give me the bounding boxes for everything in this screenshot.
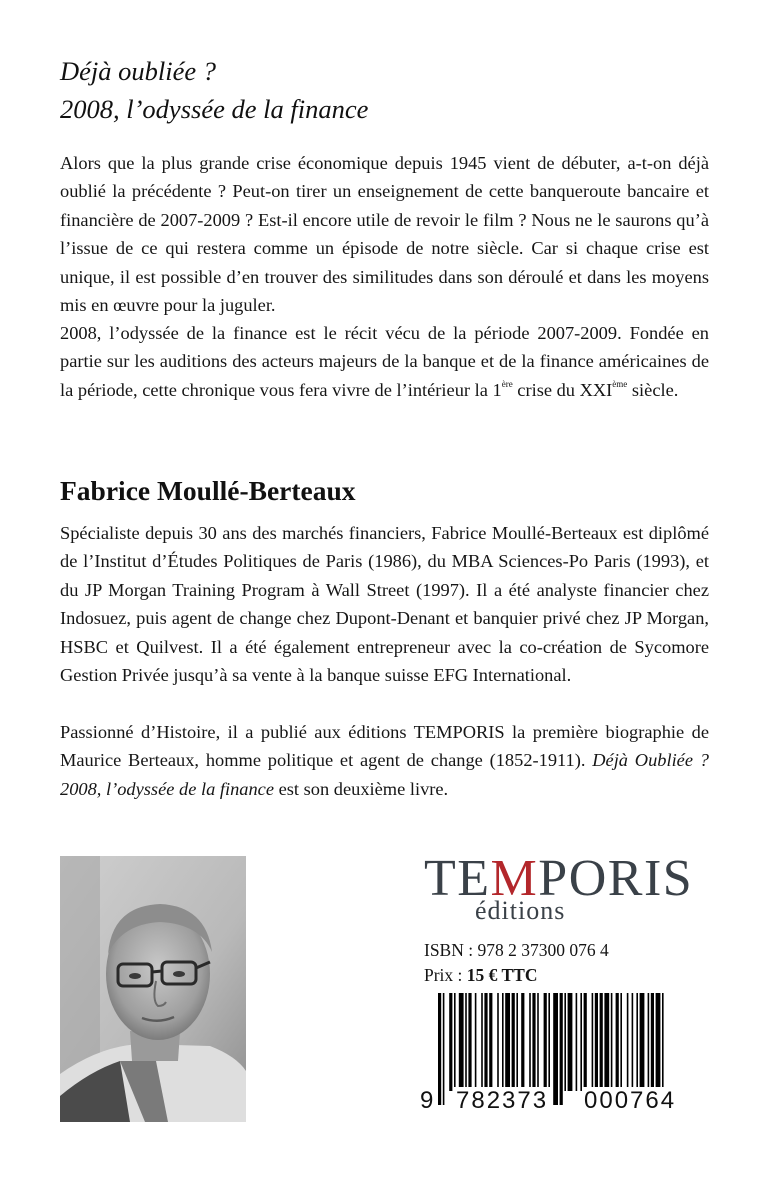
- barcode-bar: [611, 993, 613, 1091]
- barcode-bar: [532, 993, 535, 1091]
- barcode-bar: [648, 993, 650, 1091]
- logo-text-m: M: [490, 850, 539, 907]
- barcode-bar: [484, 993, 487, 1091]
- barcode-bar: [627, 993, 629, 1091]
- barcode-bar: [497, 993, 499, 1091]
- barcode-digits: [418, 1087, 714, 1117]
- barcode-bar: [584, 993, 587, 1091]
- barcode-bar: [656, 993, 661, 1091]
- barcode-digit-group-2: 000764: [584, 1087, 677, 1114]
- barcode-bar: [475, 993, 477, 1091]
- barcode-bar: [502, 993, 504, 1091]
- barcode-bar: [568, 993, 573, 1091]
- barcode-bar: [651, 993, 654, 1091]
- author-portrait-image: [60, 856, 246, 1122]
- barcode-bar: [468, 993, 471, 1091]
- barcode-bar: [521, 993, 524, 1091]
- publisher-subtitle: éditions: [475, 896, 566, 925]
- logo-text-right: PORIS: [538, 850, 694, 907]
- barcode-bar: [544, 993, 547, 1091]
- summary-p2-text: 2008, l’odyssée de la finance est le récit vécu de la période 2007-2009. Fondée en partie sur les auditions des acteurs majeurs de la banque et de la finance américaines de la période, cette chronique vous fera vivre de l’intérieur la 1: [60, 323, 709, 400]
- barcode-bar: [537, 993, 539, 1091]
- book-title: [60, 52, 368, 128]
- barcode-bar: [580, 993, 582, 1091]
- barcode-bar: [516, 993, 518, 1091]
- bio2-end: est son deuxième livre.: [274, 778, 449, 799]
- barcode-bar: [636, 993, 638, 1091]
- barcode-bar: [604, 993, 609, 1091]
- barcode-bar: [632, 993, 634, 1091]
- barcode-bar: [616, 993, 619, 1091]
- author-bio-paragraph-2: [60, 718, 709, 803]
- isbn-text: ISBN : 978 2 37300 076 4: [424, 940, 609, 960]
- barcode-bar: [548, 993, 550, 1091]
- price-text: [424, 965, 537, 986]
- superscript-eme: ème: [612, 378, 628, 389]
- summary-paragraph-2: [60, 319, 709, 404]
- summary-p2-mid: crise du XXI: [512, 379, 613, 400]
- summary-paragraph-1: Alors que la plus grande crise économique depuis 1945 vient de débuter, a-t-on déjà oublié la précédente ? Peut-on tirer un enseignement de cette banqueroute bancaire et financière de 2007-2009 ? Est-il encore utile de revoir le film ? Nous ne le saurons qu’à l’issue de ce qui restera comme un épisode de notre siècle. Car si chaque crise est unique, il est possible d’en trouver des similitudes dans son déroulé et dans les moyens mis en œuvre pour la juguler.: [60, 153, 709, 316]
- barcode-bar: [481, 993, 483, 1091]
- book-title-line-1: Déjà oubliée ?: [60, 56, 217, 86]
- superscript-ere: ère: [501, 378, 513, 389]
- barcode-bar: [529, 993, 531, 1091]
- barcode-bar: [592, 993, 594, 1091]
- author-photo: [60, 856, 246, 1122]
- barcode-bar: [600, 993, 603, 1091]
- book-title-line-2: 2008, l’odyssée de la finance: [60, 94, 369, 124]
- barcode-bar: [595, 993, 598, 1091]
- barcode-bar: [465, 993, 467, 1091]
- author-bio-paragraph-1: Spécialiste depuis 30 ans des marchés financiers, Fabrice Moullé-Berteaux est diplômé de l’Institut d’Études Politiques de Paris (1986), du MBA Sciences-Po Paris (1993), et du JP Morgan Training Program à Wall Street (1997). Il a été analyste financier chez Indosuez, puis agent de change chez Dupont-Denant et banquier privé chez JP Morgan, HSBC et Quilvest. Il a été également entrepreneur avec la co-création de Sycomore Gestion Privée jusqu’à sa vente à la banque suisse EFG International.: [60, 523, 709, 686]
- barcode-bar: [454, 993, 456, 1091]
- barcode-bar: [640, 993, 645, 1091]
- price-value: 15 € TTC: [466, 965, 538, 985]
- summary-p2-end: siècle.: [627, 379, 679, 400]
- logo-text-left: TE: [424, 850, 491, 907]
- author-name: Fabrice Moullé-Berteaux: [60, 475, 356, 506]
- barcode-bar: [576, 993, 578, 1091]
- barcode-bar: [505, 993, 510, 1091]
- bio2-text: Passionné d’Histoire, il a publié aux éditions TEMPORIS la première biographie de Maurice Berteaux, homme politique et agent de change (1852-1911).: [60, 722, 709, 771]
- price-label: Prix :: [424, 965, 467, 985]
- isbn-barcode: [418, 993, 714, 1125]
- barcode-bar: [564, 993, 566, 1091]
- bio2-book-title: Déjà Oubliée ? 2008, l’odyssée de la finance: [60, 750, 709, 799]
- barcode-bar: [620, 993, 622, 1091]
- barcode-bar: [459, 993, 464, 1091]
- barcode-digit-first: 9: [420, 1087, 434, 1114]
- barcode-digit-group-1: 782373: [456, 1087, 549, 1114]
- barcode-bar: [449, 993, 452, 1091]
- barcode-bar: [512, 993, 515, 1091]
- barcode-bar: [489, 993, 492, 1091]
